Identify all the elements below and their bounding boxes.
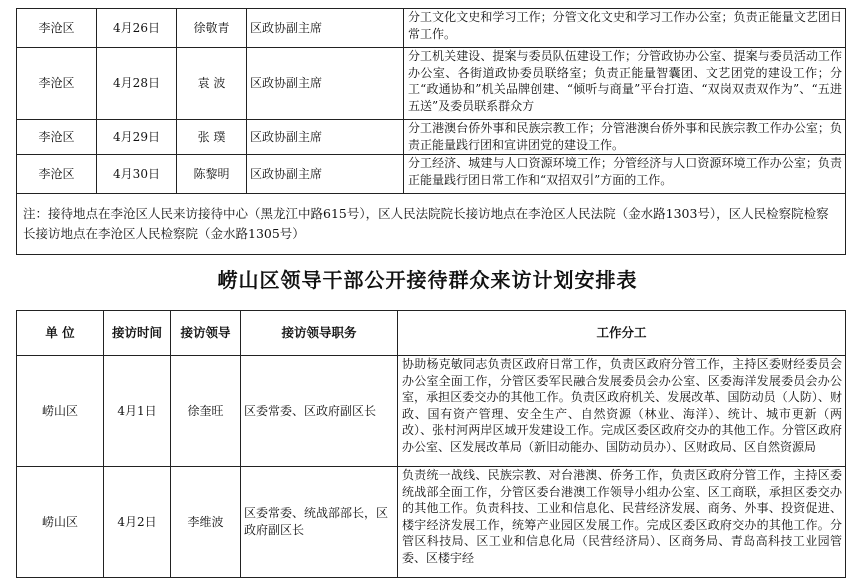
leader-title-cell: 区委常委、统战部部长，区政府副区长	[241, 467, 398, 578]
leader-name-cell: 徐敬青	[177, 9, 247, 48]
district-cell: 李沧区	[17, 48, 97, 120]
position-header: 接访领导职务	[241, 311, 398, 356]
leader-name-cell: 李维波	[171, 467, 241, 578]
header-row	[17, 311, 846, 356]
duties-text: 协助杨克敏同志负责区政府日常工作，负责区政府分管工作，主持区委财经委员会办公室全面工作，分管区委军民融合发展委员会办公室、区委海洋发展委员会办公室，承担区委交办的其他工作。负责区政府机关、发展改革、国防动员（人防）、财政、国有资产管理、安全生产、自然资源（林业、海洋）、统计、城市更新（两改）、张村河两岸区域开发建设工作。完成区委区政府交办的其他工作。分管区政府办公室、区发展改革局（新旧动能办、国防动员办）、区财政局、区自然资源局	[402, 357, 842, 454]
leader-title-cell: 区政协副主席	[247, 155, 404, 194]
table-row	[17, 9, 846, 48]
duties-text: 分工机关建设、提案与委员队伍建设工作；分管政协办公室、提案与委员活动工作办公室、各街道政协委员联络室；负责正能量智囊团、文艺团党的建设工作；分工“政通协和”机关品牌创建、“倾听与商量”平台打造、“双岗双责双作为”、“五进五送”及委员联系群众方	[408, 49, 842, 113]
table-row	[17, 356, 846, 467]
leader-name-cell: 袁 波	[177, 48, 247, 120]
date-cell: 4月28日	[97, 48, 177, 120]
table-row	[17, 467, 846, 578]
laoshan-schedule-table	[16, 310, 846, 578]
leader-title-cell: 区政协副主席	[247, 120, 404, 155]
duties-cell	[404, 48, 846, 120]
district-cell: 崂山区	[17, 356, 104, 467]
leader-title-cell: 区委常委、区政府副区长	[241, 356, 398, 467]
district-cell: 李沧区	[17, 120, 97, 155]
district-cell: 李沧区	[17, 155, 97, 194]
duties-text: 分工港澳台侨外事和民族宗教工作；分管港澳台侨外事和民族宗教工作办公室；负责正能量践行团和宣讲团党的建设工作。	[408, 121, 842, 152]
licang-schedule-table	[16, 8, 846, 255]
note-row	[17, 194, 846, 255]
leader-title-cell: 区政协副主席	[247, 9, 404, 48]
table-row	[17, 120, 846, 155]
table-row	[17, 155, 846, 194]
leader-name-cell: 徐奎旺	[171, 356, 241, 467]
duties-cell	[398, 356, 846, 467]
duties-text: 分工文化文史和学习工作；分管文化文史和学习工作办公室；负责正能量文艺团日常工作。	[408, 10, 842, 41]
date-cell: 4月30日	[97, 155, 177, 194]
date-cell: 4月26日	[97, 9, 177, 48]
duties-cell	[404, 155, 846, 194]
date-cell: 4月1日	[104, 356, 171, 467]
reception-location-note: 注：接待地点在李沧区人民来访接待中心（黑龙江中路615号），区人民法院院长接访地点在李沧区人民法院（金水路1303号），区人民检察院检察长接访地点在李沧区人民检察院（金水路1305号）	[17, 194, 846, 255]
time-header: 接访时间	[104, 311, 171, 356]
leader-header: 接访领导	[171, 311, 241, 356]
district-cell: 李沧区	[17, 9, 97, 48]
district-cell: 崂山区	[17, 467, 104, 578]
leader-title-cell: 区政协副主席	[247, 48, 404, 120]
duties-text: 负责统一战线、民族宗教、对台港澳、侨务工作，负责区政府分管工作，主持区委统战部全面工作，分管区委台港澳工作领导小组办公室、区工商联，承担区委交办的其他工作。负责科技、工业和信息化、民营经济发展、商务、外事、投资促进、楼宇经济发展工作，统筹产业园区发展工作。完成区委区政府交办的其他工作。分管区科技局、区工业和信息化局（民营经济局）、区商务局、青岛高科技工业园管委、区楼宇经	[402, 468, 842, 565]
duties-cell	[404, 120, 846, 155]
leader-name-cell: 陈黎明	[177, 155, 247, 194]
date-cell: 4月29日	[97, 120, 177, 155]
duties-header: 工作分工	[398, 311, 846, 356]
duties-cell	[398, 467, 846, 578]
duties-text: 分工经济、城建与人口资源环境工作；分管经济与人口资源环境工作办公室；负责正能量践行团日常工作和“双招双引”方面的工作。	[408, 156, 842, 187]
leader-name-cell: 张 璞	[177, 120, 247, 155]
duties-cell	[404, 9, 846, 48]
table-row	[17, 48, 846, 120]
page-title: 崂山区领导干部公开接待群众来访计划安排表	[217, 268, 638, 292]
date-cell: 4月2日	[104, 467, 171, 578]
unit-header: 单 位	[17, 311, 104, 356]
